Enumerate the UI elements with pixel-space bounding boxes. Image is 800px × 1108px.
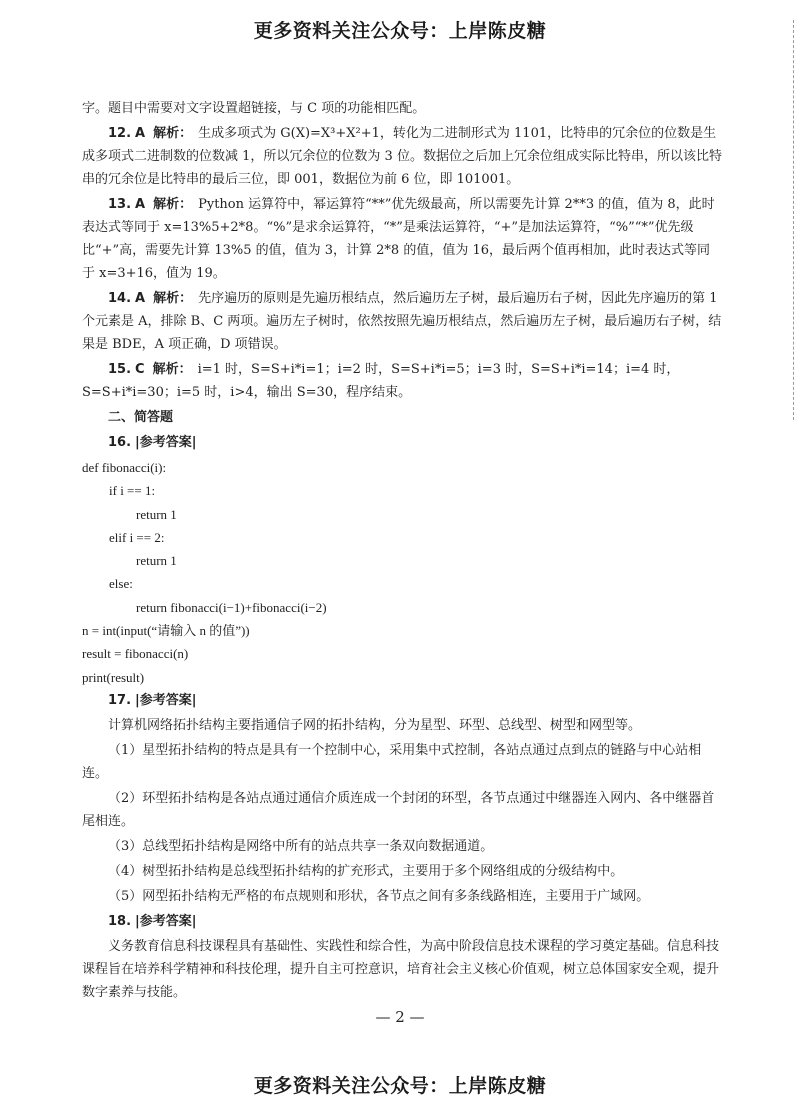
question-number: 16. [108, 435, 132, 450]
reference-answer-label: |参考答案| [135, 435, 197, 450]
code-line: def fibonacci(i): [82, 460, 167, 475]
code-line: return fibonacci(i−1)+fibonacci(i−2) [136, 599, 327, 615]
question-number: 12. [108, 126, 132, 141]
margin-dashed-line [793, 20, 794, 420]
question-text: i=1 时，S=S+i*i=1；i=2 时，S=S+i*i=5；i=3 时，S=S+i*i=14；i=4 时，S=S+i*i=30；i=5 时，i>4，输出 S=30，程序结束。 [82, 362, 680, 400]
answer-paragraph: （2）环型拓扑结构是各站点通过通信介质连成一个封闭的环型，各节点通过中继器连入网内、各中继器首尾相连。 [82, 790, 715, 829]
answer-paragraph: （4）树型拓扑结构是总线型拓扑结构的扩充形式，主要用于多个网络组成的分级结构中。 [108, 863, 624, 879]
answer-paragraph: 义务教育信息科技课程具有基础性、实践性和综合性，为高中阶段信息技术课程的学习奠定基础。信息科技课程旨在培养科学精神和科技伦理，提升自主可控意识，培育社会主义核心价值观，树立总体国家安全观，提升数字素养与技能。 [82, 938, 720, 1000]
header-banner: 更多资料关注公众号：上岸陈皮糖 [253, 20, 547, 42]
code-line: print(result) [82, 669, 145, 685]
analysis-tag: 解析： [152, 362, 192, 377]
question-number: 18. [108, 913, 132, 929]
intro-line: 字。题目中需要对文字设置超链接，与 C 项的功能相匹配。 [82, 101, 426, 116]
question-16-header [82, 431, 722, 454]
code-line: else: [109, 576, 133, 592]
code-line: if i == 1: [109, 483, 156, 499]
code-line: return 1 [136, 553, 177, 569]
question-18-header [82, 910, 722, 933]
question-text: Python 运算符中，幂运算符“**”优先级最高，所以需要先计算 2**3 的值，值为 8，此时表达式等同于 x=13%5+2*8。“%”是求余运算符，“*”是乘法运算符，“+”是加法运算符，“%”“*”优先级比“+”高，需要先计算 13%5 的值，值为 3，计算 2*8 的值，值为 16，最后两个值再相加，此时表达式等同于 x=3+16，值为 19。 [82, 197, 715, 281]
analysis-tag: 解析： [153, 126, 193, 141]
answer-paragraph: 计算机网络拓扑结构主要指通信子网的拓扑结构，分为星型、环型、总线型、树型和网型等。 [108, 717, 642, 733]
code-line: elif i == 2: [109, 529, 165, 545]
reference-answer-label: |参考答案| [135, 692, 197, 708]
answer-paragraph: （5）网型拓扑结构无严格的布点规则和形状，各节点之间有多条线路相连，主要用于广域网。 [108, 888, 650, 904]
question-number: 13. [108, 197, 132, 212]
question-13 [82, 193, 722, 285]
question-15 [82, 358, 722, 404]
answer-letter: A [135, 197, 146, 212]
code-line: result = fibonacci(n) [82, 646, 189, 662]
answer-paragraph: （1）星型拓扑结构的特点是具有一个控制中心，采用集中式控制，各站点通过点到点的链路与中心站相连。 [82, 742, 702, 781]
code-block [82, 456, 722, 689]
question-text: 先序遍历的原则是先遍历根结点，然后遍历左子树，最后遍历右子树，因此先序遍历的第 1 个元素是 A，排除 B、C 两项。遍历左子树时，依然按照先遍历根结点，然后遍历左子树，最后遍历右子树，结果是 BDE，A 项正确，D 项错误。 [82, 291, 722, 352]
document-body [82, 97, 722, 1006]
question-number: 14. [108, 291, 132, 306]
question-number: 15. [108, 362, 132, 377]
section-title: 二、简答题 [108, 410, 174, 425]
analysis-tag: 解析： [153, 197, 193, 212]
analysis-tag: 解析： [153, 291, 193, 306]
reference-answer-label: |参考答案| [135, 913, 197, 929]
question-text: 生成多项式为 G(X)=X³+X²+1，转化为二进制形式为 1101，比特串的冗余位的位数是生成多项式二进制数的位数减 1，所以冗余位的位数为 3 位。数据位之后加上冗余位组成实际比特串，所以该比特串的冗余位是比特串的最后三位，即 001，数据位为前 6 位，即 101001。 [82, 126, 722, 187]
code-line: n = int(input(“请输入 n 的值”)) [82, 623, 250, 639]
answer-letter: A [135, 291, 146, 306]
page-number: — 2 — [375, 1008, 425, 1026]
answer-letter: A [135, 126, 146, 141]
answer-letter: C [135, 362, 145, 377]
footer-banner: 更多资料关注公众号：上岸陈皮糖 [253, 1075, 547, 1097]
question-14 [82, 287, 722, 356]
question-number: 17. [108, 692, 132, 708]
question-17-header [82, 689, 722, 712]
question-12 [82, 122, 722, 191]
code-line: return 1 [136, 506, 177, 522]
answer-paragraph: （3）总线型拓扑结构是网络中所有的站点共享一条双向数据通道。 [108, 838, 494, 854]
